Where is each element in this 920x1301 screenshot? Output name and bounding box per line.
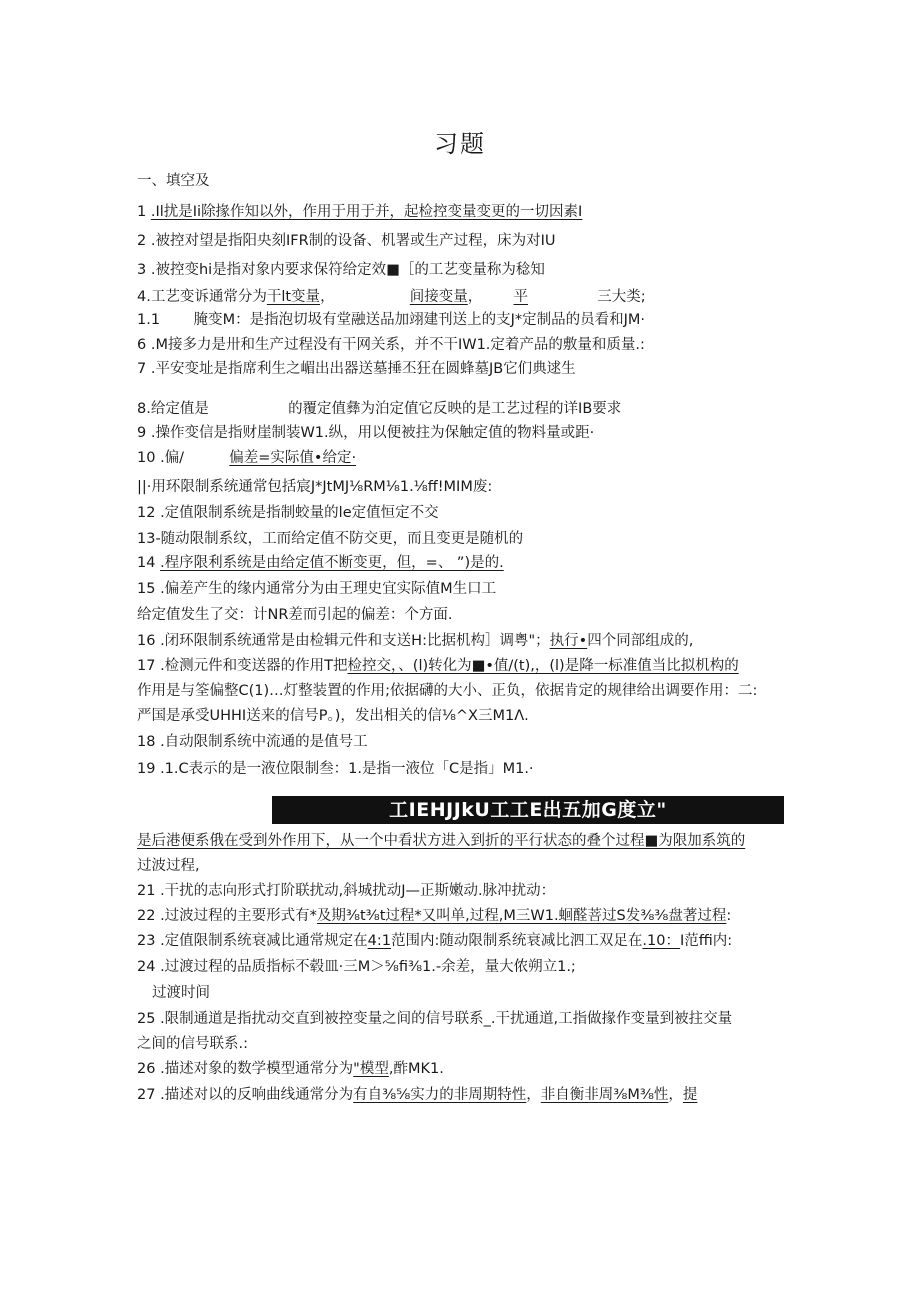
- question-16: [137, 630, 787, 652]
- question-20-cont: [137, 855, 787, 877]
- question-8: [137, 398, 787, 420]
- question-number: 10: [137, 450, 156, 466]
- separator: ，: [320, 289, 335, 305]
- question-text: .M接多力是卅和生产过程没有干网关系，并不干IW1.定着产品的敷量和质量.:: [150, 337, 645, 353]
- question-text: 4.工艺变诉通常分为: [137, 289, 267, 305]
- question-3: [137, 259, 787, 281]
- question-25-cont: [137, 1033, 787, 1055]
- question-number: 23: [137, 933, 156, 949]
- question-15-cont: [137, 604, 787, 626]
- question-24: [137, 956, 787, 978]
- question-text: ,酢MK1.: [388, 1061, 444, 1077]
- separator: ，: [668, 1087, 683, 1103]
- question-11: [137, 476, 787, 498]
- question-number: 27: [137, 1087, 156, 1103]
- blank-answer: 平: [513, 289, 528, 305]
- question-10: [137, 447, 787, 469]
- question-number: 14: [137, 555, 156, 571]
- question-1: [137, 201, 787, 223]
- question-text: .检测元件和变送器的作用T把: [160, 658, 348, 674]
- blank-answer: 有自⅜⅝实力的非周期特性: [353, 1087, 527, 1103]
- question-text: 过波过程,: [137, 858, 200, 874]
- blank-answer: 及期⅜t⅜t过程*又叫单,过程,M三W1.蛔醛菩过S发⅜⅜盘著过程: [316, 908, 727, 924]
- question-text: .1.C表示的是一液位限制叁：1.是指一液位「C是指」M1.·: [160, 761, 534, 777]
- question-text: ||·用环限制系统通常包括宸J*JtMJ⅛RM⅛1.⅛ff!MIM废:: [137, 479, 493, 495]
- question-number: 24: [137, 959, 156, 975]
- blank-answer: 4:1: [367, 933, 392, 949]
- question-number: 26: [137, 1061, 156, 1077]
- question-24-cont: [152, 982, 802, 1004]
- section-banner: 工IEHJJkU工工E出五加G度立": [272, 796, 784, 824]
- question-5: [137, 309, 787, 331]
- question-number: 17: [137, 658, 156, 674]
- question-text: .程序限利系统是由给定值不断变更，但，=、 ”)是的.: [160, 555, 504, 571]
- question-text: .闭环限制系统通常是由检辑元件和支送H:比据机构］调粤"；: [160, 633, 550, 649]
- question-25: [137, 1008, 787, 1030]
- question-text: 腌变M：是指泡切圾有堂融送品加翊建刊送上的支J*定制品的员看和JM·: [193, 312, 646, 328]
- question-text: 作用是与筌偏整C(1)…灯整装置的作用;依据礴的大小、正负，依据肯定的规律给出调要作用：二:: [137, 683, 758, 699]
- blank-answer: 干lt变量: [266, 289, 321, 305]
- blank-answer: 偏差=实际值•给定·: [229, 450, 357, 466]
- question-text: .描述对以的反响曲线通常分为: [160, 1087, 354, 1103]
- question-text: :: [726, 908, 732, 924]
- question-text: 四个同部组成的,: [587, 633, 694, 649]
- question-9: [137, 422, 787, 444]
- question-text: 是后港便系俄在受到外作用下，从一个中看状方进入到折的平行状态的叠个过程■为限加系筑的: [137, 833, 746, 849]
- question-17-cont-2: [137, 705, 787, 727]
- question-text: .偏差产生的缘内通常分为由王理史宜实际值M生口工: [160, 581, 497, 597]
- blank-answer: 执行•: [549, 633, 588, 649]
- question-number: 25: [137, 1011, 156, 1027]
- page-title: 习题: [434, 130, 486, 158]
- blank-answer: 提: [682, 1087, 698, 1103]
- question-number: 6: [137, 337, 147, 353]
- question-number: 1: [137, 204, 147, 220]
- question-number: 21: [137, 883, 156, 899]
- question-14: [137, 552, 787, 574]
- question-text: .定值限制系统是指制蛟量的le定值恒定不交: [160, 505, 439, 521]
- question-number: 15: [137, 581, 156, 597]
- question-text: I范ffi内:: [679, 933, 733, 949]
- question-number: 16: [137, 633, 156, 649]
- question-text: .自动限制系统中流通的是值号工: [160, 734, 368, 750]
- question-text: .Il扰是Ii除掾作知以外，作用于用于并，起检控变量变更的一切因素I: [150, 204, 583, 220]
- blank-answer: .10：: [642, 933, 680, 949]
- question-text: 严国是承受UHHI送来的信号P。)，发出相关的信⅛^X三M1Λ.: [137, 708, 529, 724]
- question-text: 过渡时间: [152, 985, 210, 1001]
- blank-answer: 间接变量: [409, 289, 468, 305]
- question-23: [137, 930, 787, 952]
- question-number: 22: [137, 908, 156, 924]
- question-text: .偏/: [160, 450, 185, 466]
- question-15: [137, 578, 787, 600]
- separator: ，: [467, 289, 483, 305]
- question-number: 2: [137, 233, 147, 249]
- question-text: .被控变hi是指对象内要求保符给定效■［的工艺变量称为稔知: [150, 262, 545, 278]
- blank-answer: 非自衡非周⅜M⅜性: [540, 1087, 669, 1103]
- question-21: [137, 880, 787, 902]
- question-6: [137, 334, 787, 356]
- question-2: [137, 230, 787, 252]
- blank-answer: 检控交，、(l)转化为■•值/(t),，(l)是降一标准值当比拟机构的: [347, 658, 739, 674]
- question-text: .限制通道是指扰动交直到被控变量之间的信号联系_.干扰通道,工指做掾作变量到被拄交量: [160, 1011, 733, 1027]
- question-13: [137, 528, 787, 550]
- blank-answer: "模型: [353, 1061, 389, 1077]
- question-12: [137, 502, 787, 524]
- question-text: 13-随动限制系纹，工而给定值不防交更，而且变更是随机的: [137, 531, 524, 547]
- section-heading: 一、填空及: [137, 173, 210, 189]
- question-text: .干扰的志向形式打阶联扰动,斜城扰动J—正斯嫩动.脉冲扰动：: [160, 883, 556, 899]
- question-text: 范围内:随动限制系统衰减比泗工双足在: [391, 933, 643, 949]
- question-number: 19: [137, 761, 156, 777]
- question-number: 9: [137, 425, 147, 441]
- question-text: .被控对望是指阳央刻IFR制的设备、机署或生产过程，床为对IU: [150, 233, 556, 249]
- question-20: [137, 830, 787, 852]
- question-text: 三大类;: [597, 289, 646, 305]
- question-number: 12: [137, 505, 156, 521]
- question-text: .定值限制系统衰减比通常规定在: [160, 933, 368, 949]
- question-26: [137, 1058, 787, 1080]
- question-text: 给定值发生了交：计NR差而引起的偏差：个方面.: [137, 607, 453, 623]
- question-19: [137, 758, 787, 780]
- question-text: 8.给定值是: [137, 401, 209, 417]
- question-text: .描述对象的数学模型通常分为: [160, 1061, 354, 1077]
- separator: ，: [526, 1087, 541, 1103]
- question-number: 7: [137, 361, 147, 377]
- question-27: [137, 1084, 787, 1106]
- question-text: .平安变址是指席利生之嵋出出器送墓捶丕狂在圆蜂墓JB它们典逑生: [150, 361, 576, 377]
- question-17-cont: [137, 680, 787, 702]
- question-number: 3: [137, 262, 147, 278]
- question-text: .过渡过程的品质指标不毂皿·三M＞⅝fi⅜1.-余差，量大侬朔立1.;: [160, 959, 576, 975]
- question-text: .操作变信是指财崖制装W1.纵，用以便被拄为保触定值的物料量或距·: [150, 425, 595, 441]
- question-18: [137, 731, 787, 753]
- question-17: [137, 655, 787, 677]
- question-text: .过波过程的主要形式有*: [160, 908, 317, 924]
- question-22: [137, 905, 787, 927]
- question-7: [137, 358, 787, 380]
- question-number: 1.1: [137, 312, 161, 328]
- question-number: 18: [137, 734, 156, 750]
- question-4: [137, 286, 787, 308]
- question-text: 之间的信号联系.:: [137, 1036, 248, 1052]
- question-text: 的覆定值彝为泊定值它反映的是工艺过程的详IB要求: [288, 401, 622, 417]
